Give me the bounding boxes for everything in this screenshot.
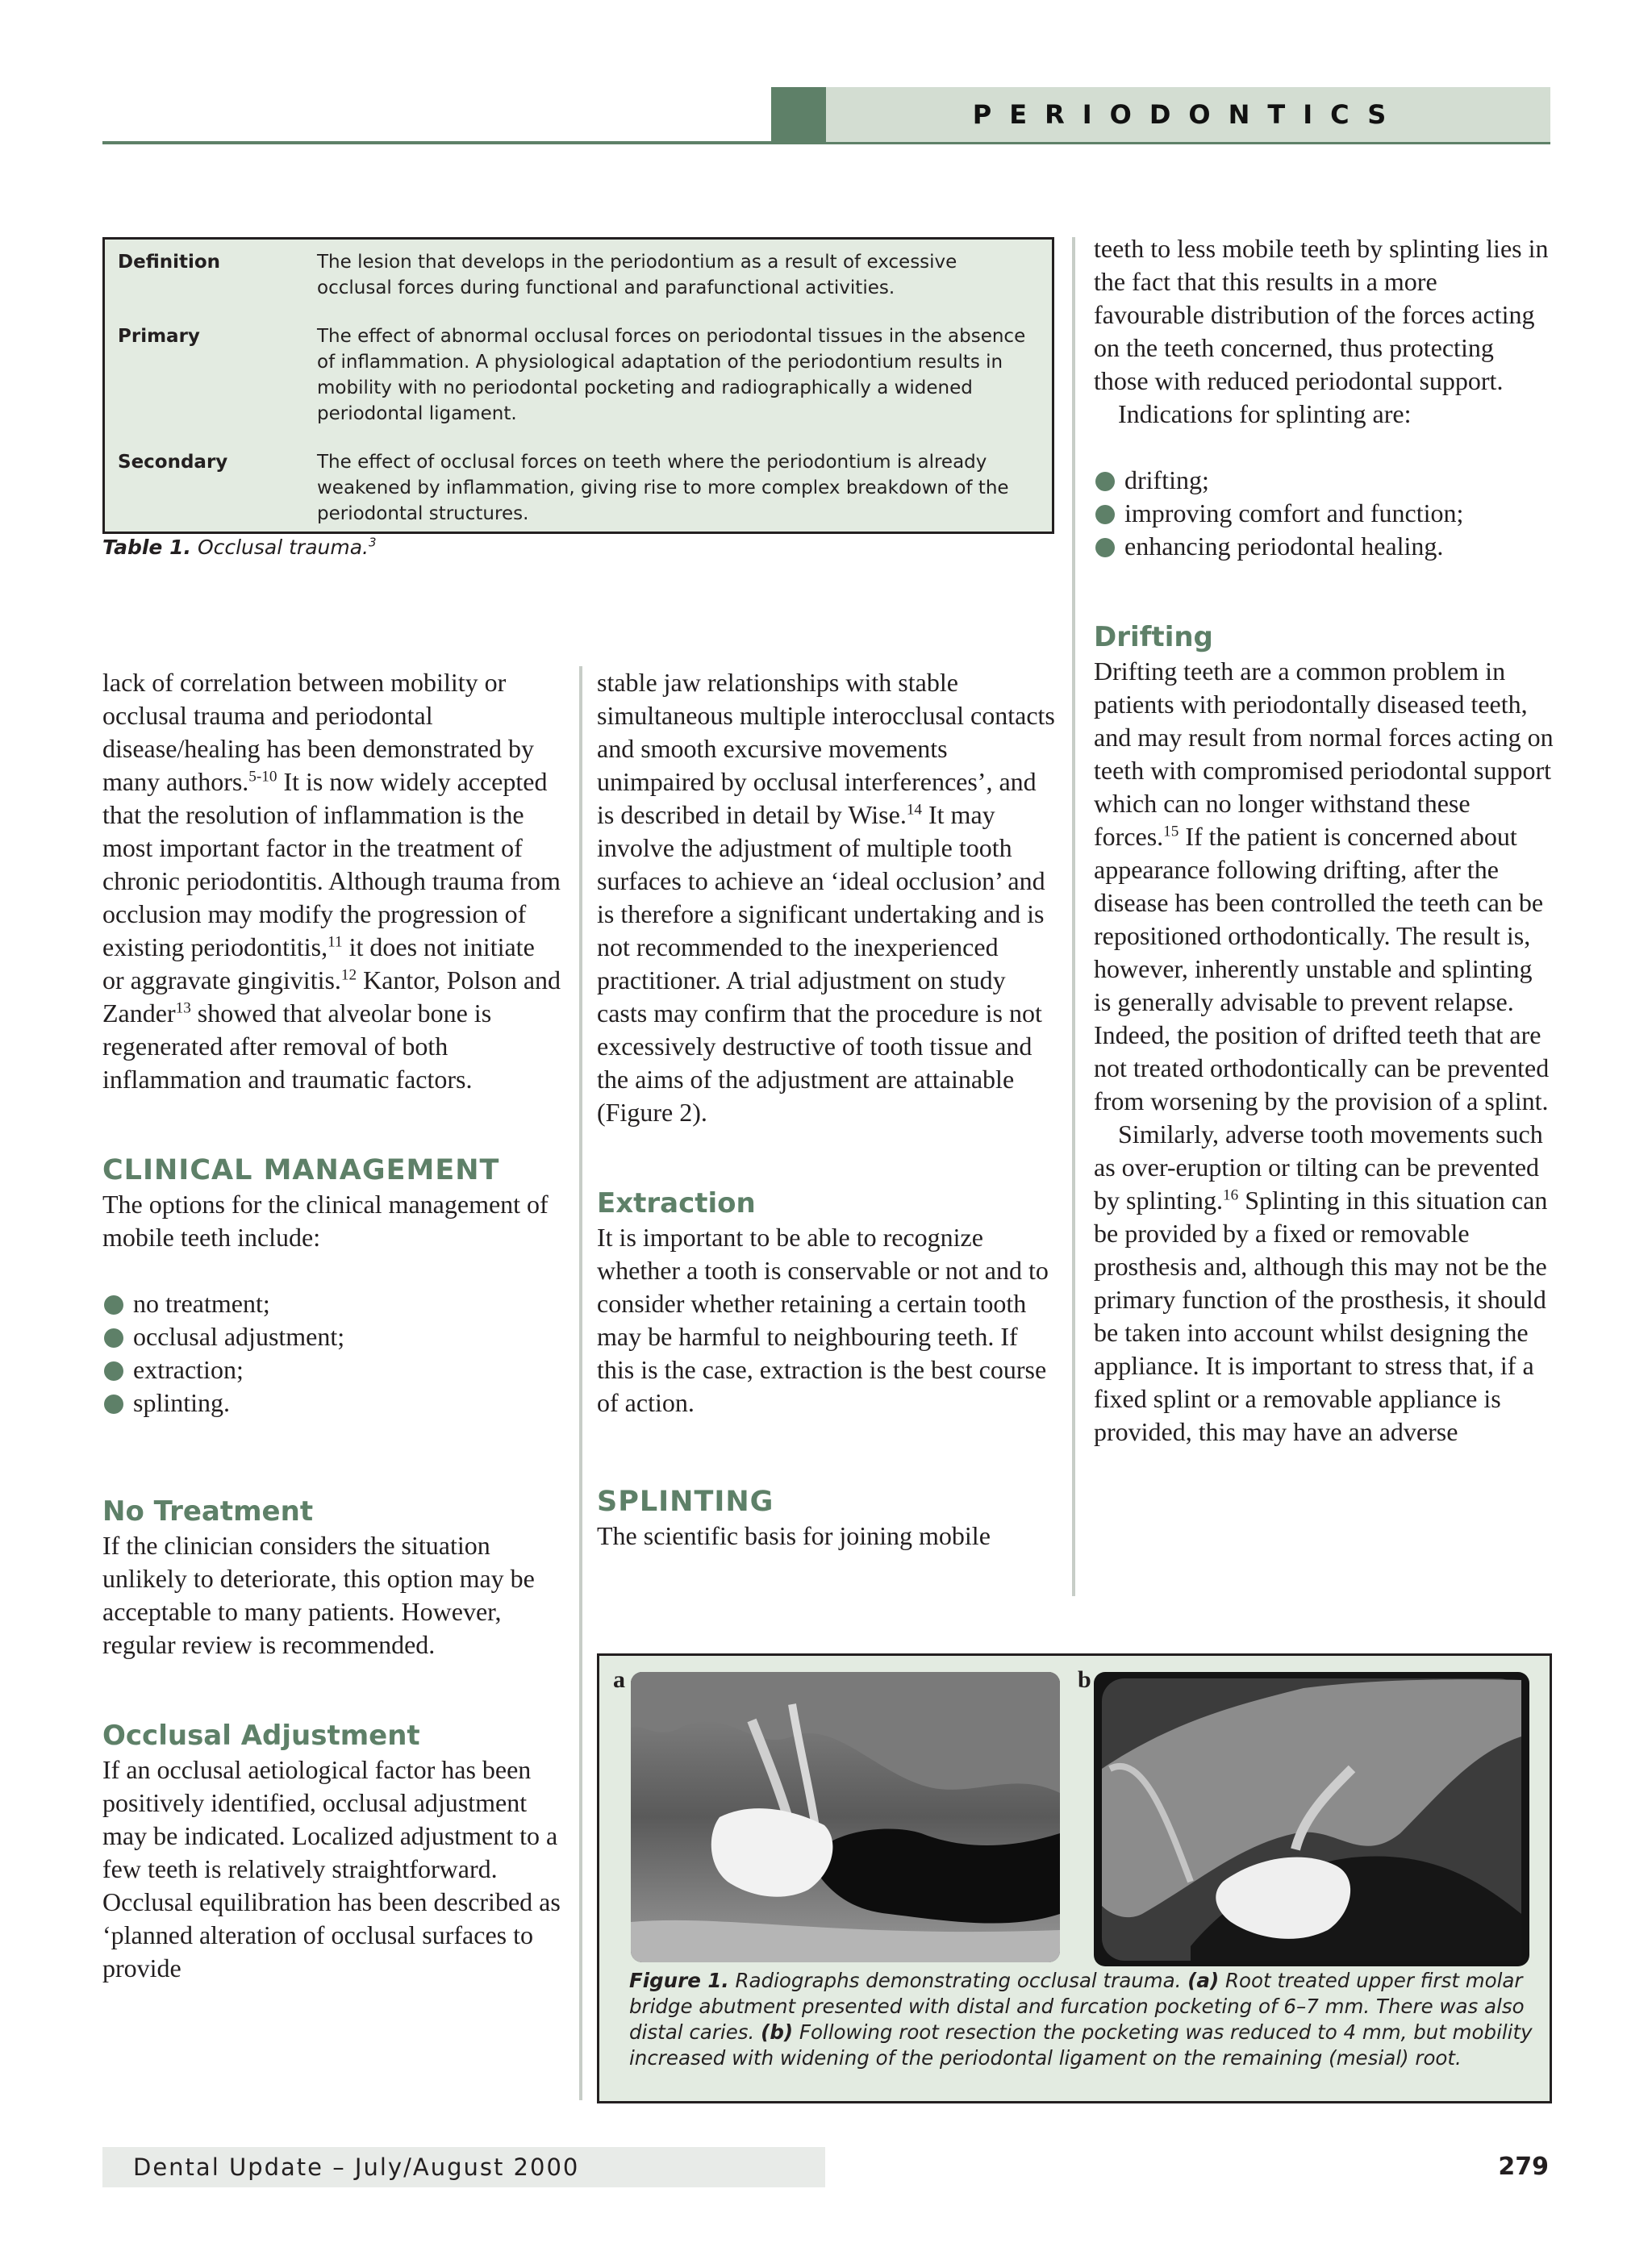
bullet-icon: [104, 1328, 123, 1348]
subsection-heading: Drifting: [1094, 621, 1213, 653]
table-caption-label: Table 1.: [102, 536, 191, 559]
list-item-text: splinting.: [133, 1388, 231, 1417]
radiograph-b-graphic: [1094, 1672, 1529, 1966]
body-paragraph: [1094, 1118, 1554, 1449]
reference-number: 16: [1223, 1186, 1239, 1204]
bullet-icon: [1095, 472, 1115, 491]
table-description: The effect of abnormal occlusal forces on periodontal tissues in the absence of inflammation. A physiological adaptation of the periodontium results in mobility with no periodontal pocketing and radiographically a widened periodontal ligament.: [317, 326, 1026, 424]
table-term: Secondary: [118, 452, 228, 473]
radiograph-a-image: [631, 1672, 1060, 1962]
reference-number: 5-10: [248, 768, 277, 786]
bullet-icon: [1095, 505, 1115, 524]
text-run: If the patient is concerned about appearance following drifting, after the disease has been controlled the teeth can be repositioned orthodontically. The result is, however, inherently unstable and splinting is generally advisable to prevent relapse. Indeed, the position of drifted teeth that are not treated orthodontically can be prevented from worsening by the provision of a splint.: [1094, 822, 1550, 1115]
text-run: Splinting in this situation can be provided by a fixed or removable prosthesis and, although this may not be the primary function of the prosthesis, it should be taken into account whilst designing the appliance. It is important to stress that, if a fixed splint or a removable appliance is provided, this may have an adverse: [1094, 1186, 1548, 1446]
body-paragraph: If an occlusal aetiological factor has been positively identified, occlusal adjustment may be indicated. Localized adjustment to a few teeth is relatively straightforward. Occlusal equilibration has been described as ‘planned alteration of occlusal surfaces to provide: [102, 1755, 561, 1982]
panel-ref: (a): [1187, 1969, 1220, 1992]
body-paragraph: [597, 666, 1057, 1129]
list-item: [102, 1320, 562, 1353]
text-run: showed that alveolar bone is regenerated after removal of both inflammation and traumatic factors.: [102, 999, 492, 1094]
text-run: Radiographs demonstrating occlusal trauma.: [728, 1969, 1188, 1992]
column-3: [1094, 232, 1554, 1449]
table-description: The lesion that develops in the periodontium as a result of excessive occlusal forces during functional and parafunctional activities.: [317, 252, 957, 298]
body-paragraph: If the clinician considers the situation unlikely to deteriorate, this option may be acceptable to many patients. However, regular review is recommended.: [102, 1531, 535, 1659]
text-run: Drifting teeth are a common problem in patients with periodontally diseased teeth, and may result from normal forces acting on teeth with compromised periodontal support which can no longer withstand these forces.: [1094, 657, 1554, 851]
table-term: Definition: [118, 252, 221, 273]
options-list: [102, 1287, 562, 1420]
page-number: 279: [1498, 2153, 1549, 2181]
list-item-text: extraction;: [133, 1355, 244, 1384]
body-paragraph: Indications for splinting are:: [1118, 399, 1412, 428]
text-run: Root treated upper first molar bridge abutment presented with distal and furcation pocketing of 6–7 mm. There was also distal caries.: [629, 1969, 1525, 2044]
list-item-text: occlusal adjustment;: [133, 1322, 345, 1351]
list-item: [1094, 464, 1554, 497]
reference-number: 13: [175, 999, 191, 1017]
radiograph-a-graphic: [631, 1672, 1060, 1962]
column-rule: [579, 666, 582, 2100]
bullet-icon: [104, 1395, 123, 1414]
bullet-icon: [1095, 538, 1115, 557]
table-occlusal-trauma: [102, 237, 1054, 534]
list-item-text: no treatment;: [133, 1289, 270, 1318]
section-heading: SPLINTING: [597, 1486, 774, 1518]
body-paragraph: [1094, 655, 1554, 1118]
list-item: [102, 1386, 562, 1420]
body-paragraph: It is important to be able to recognize whether a tooth is conservable or not and to consider whether retaining a certain tooth may be harmful to neighbouring teeth. If this is the case, extraction is the best course of action.: [597, 1223, 1049, 1417]
column-2: [597, 666, 1057, 1553]
table-term: Primary: [118, 326, 200, 347]
text-run: It may involve the adjustment of multiple tooth surfaces to achieve an ‘ideal occlusion’ and is therefore a significant undertaking and is not recommended to the inexperienced practitioner. A trial adjustment on study casts may confirm that the procedure is not excessively destructive of tooth tissue and the aims of the adjustment are attainable (Figure 2).: [597, 800, 1045, 1127]
section-heading: CLINICAL MANAGEMENT: [102, 1154, 500, 1186]
list-item-text: improving comfort and function;: [1124, 498, 1464, 527]
reference-number: 11: [327, 933, 343, 951]
reference-number: 14: [906, 801, 922, 819]
panel-ref: (b): [761, 2020, 794, 2044]
body-paragraph: [102, 666, 562, 1096]
figure-panel-label: b: [1078, 1666, 1091, 1693]
text-run: Following root resection the pocketing was reduced to 4 mm, but mobility increased with widening of the periodontal ligament on the remaining (mesial) root.: [629, 2020, 1533, 2070]
text-run: it does not initiate or aggravate gingivitis.: [102, 932, 535, 994]
column-1: [102, 666, 562, 1985]
journal-citation: Dental Update – July/August 2000: [133, 2153, 580, 2181]
table-caption: [102, 536, 377, 559]
reference-number: 15: [1163, 823, 1179, 840]
indications-list: [1094, 464, 1554, 563]
bullet-icon: [104, 1361, 123, 1381]
text-run: stable jaw relationships with stable simultaneous multiple interocclusal contacts and smooth excursive movements unimpaired by occlusal interferences’, and is described in detail by Wise.: [597, 668, 1055, 829]
text-run: Kantor, Polson and Zander: [102, 965, 561, 1028]
body-paragraph: The scientific basis for joining mobile: [597, 1521, 991, 1550]
reference-number: 12: [340, 966, 357, 984]
list-item-text: enhancing periodontal healing.: [1124, 532, 1444, 561]
list-item: [1094, 530, 1554, 563]
reference-number: 3: [369, 535, 377, 550]
list-item: [102, 1353, 562, 1386]
table-caption-text: Occlusal trauma.: [197, 536, 369, 559]
figure-caption-label: Figure 1.: [629, 1969, 729, 1992]
header-accent-block: [771, 87, 826, 142]
figure-panel-label: a: [613, 1666, 625, 1693]
text-run: lack of correlation between mobility or occlusal trauma and periodontal disease/healing has been demonstrated by many authors.: [102, 668, 534, 796]
bullet-icon: [104, 1295, 123, 1315]
radiograph-b-image: [1094, 1672, 1529, 1966]
subsection-heading: No Treatment: [102, 1495, 314, 1528]
subsection-heading: Occlusal Adjustment: [102, 1720, 420, 1752]
body-paragraph: teeth to less mobile teeth by splinting lies in the fact that this results in a more favourable distribution of the forces acting on the teeth concerned, thus protecting those with reduced periodontal support.: [1094, 234, 1549, 395]
table-description: The effect of occlusal forces on teeth where the periodontium is already weakened by inflammation, giving rise to more complex breakdown of the periodontal structures.: [317, 452, 1009, 524]
section-title: PERIODONTICS: [972, 99, 1404, 130]
list-item-text: drifting;: [1124, 465, 1209, 494]
column-rule: [1072, 237, 1075, 1596]
list-item: [102, 1287, 562, 1320]
text-run: It is now widely accepted that the resolution of inflammation is the most important factor in the treatment of chronic periodontitis. Although trauma from occlusion may modify the progression of existing periodontitis,: [102, 767, 561, 961]
text-run: Similarly, adverse tooth movements such as over-eruption or tilting can be prevented by splinting.: [1094, 1119, 1543, 1215]
figure-caption: [629, 1968, 1533, 2071]
subsection-heading: Extraction: [597, 1187, 756, 1219]
body-paragraph: The options for the clinical management of mobile teeth include:: [102, 1190, 549, 1252]
list-item: [1094, 497, 1554, 530]
